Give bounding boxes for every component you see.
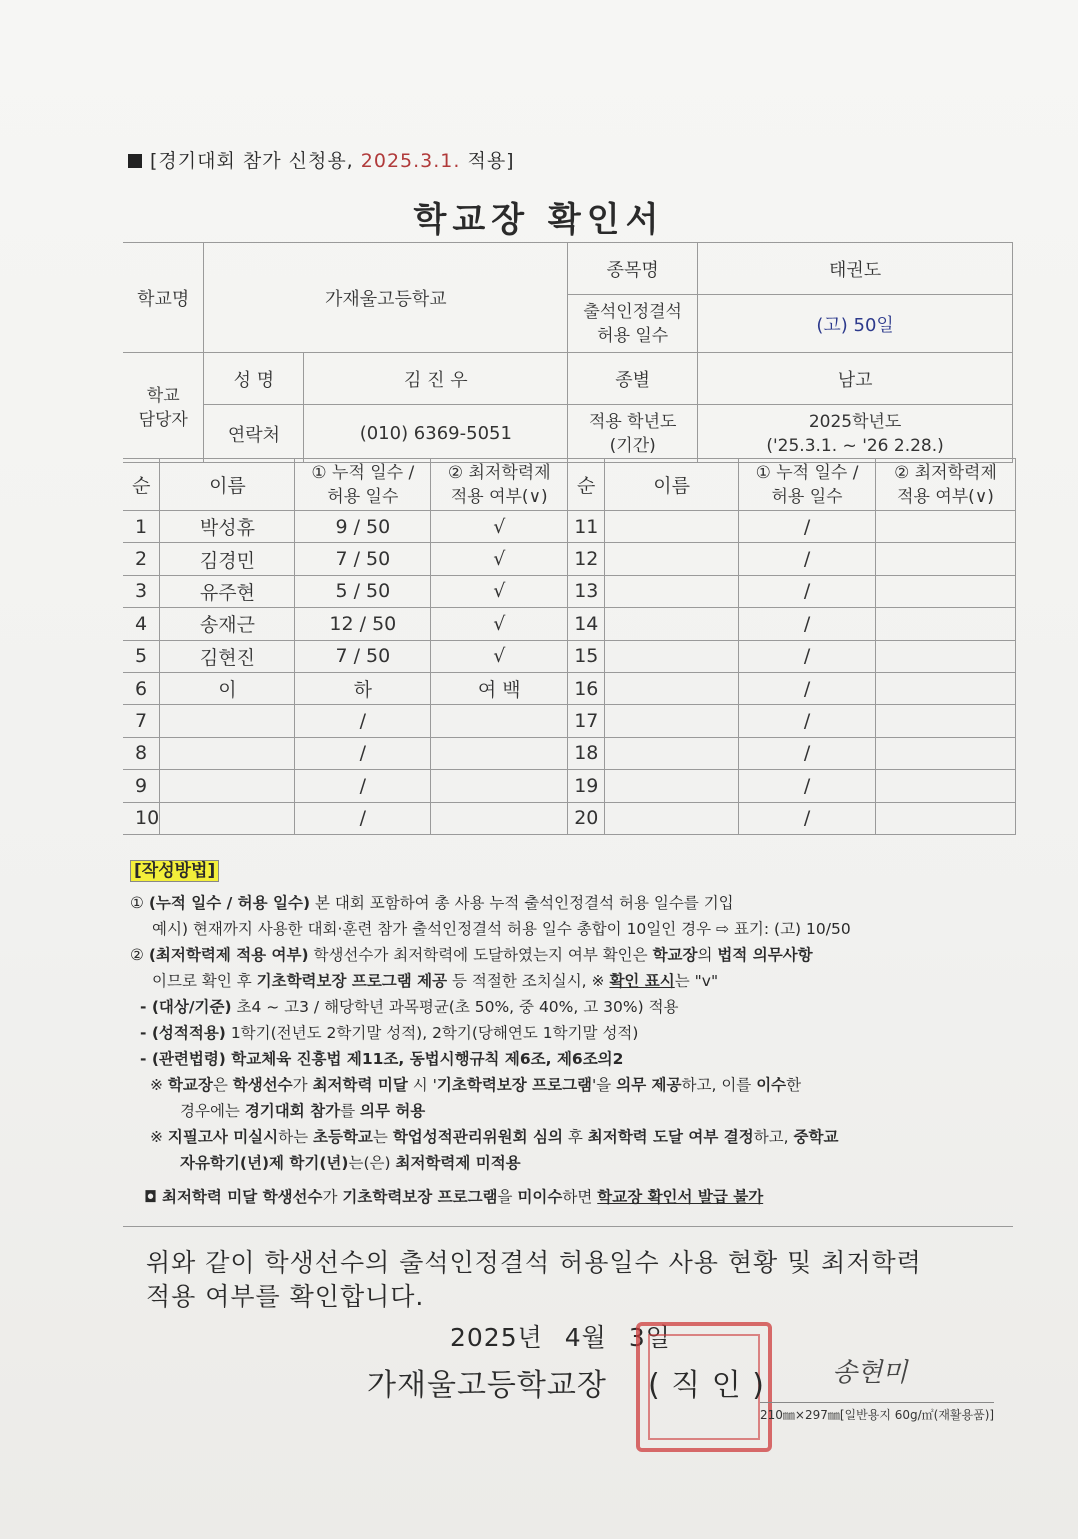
detail-2 [130,1020,1015,1046]
instruction-1-example: 예시) 현재까지 사용한 대회·훈련 참가 출석인정결석 허용 일수 총합이 10일인 경우 ⇨ 표기: (고) 10/50 [152,920,851,938]
header-note [128,146,515,173]
note-1-b4: 기초학력보장 프로그램 [436,1076,593,1094]
row-days-right: / [739,608,876,640]
row-check-right [876,802,1016,834]
note-1-t5: 하고, 이를 [681,1076,757,1094]
instr-2-line2-c: 는 "v" [674,972,719,990]
detail-2-bold: - (성적적용) [140,1024,226,1042]
instr-2-line2-underline: 확인 표시 [609,972,675,990]
instr-1-text: 본 대회 포함하여 총 사용 누적 출석인정결석 허용 일수를 기입 [310,894,734,912]
row-days-right: / [739,543,876,575]
row-check-right [876,543,1016,575]
note-1-t1: 은 [212,1076,233,1094]
row-days: / [295,737,431,769]
row-name [160,802,295,834]
row-days: / [295,705,431,737]
warning-b1: 최저학력 미달 학생선수 [161,1188,323,1206]
row-name [160,705,295,737]
row-num: 10 [123,802,160,834]
confirmation-line2: 적용 여부를 확인합니다. [146,1282,425,1311]
row-days: 9 / 50 [295,511,431,543]
note-2-b1: 지필고사 미실시 [167,1128,279,1146]
warning-t3: 하면 [562,1188,598,1206]
confirmation-line1: 위와 같이 학생선수의 출석인정결석 허용일수 사용 현황 및 최저학력 [146,1248,922,1277]
header-check-right-line2: 적용 여부(∨) [897,486,994,507]
note-2-t2: 는 [372,1128,393,1146]
instruction-2 [130,942,1015,968]
instr-2-text-c: 의 [697,946,718,964]
row-days: 12 / 50 [295,608,431,640]
detail-3-bold: - (관련법령) 학교체육 진흥법 제11조, 동법시행규칙 제6조, 제6조의2 [140,1050,624,1068]
school-value: 가재울고등학교 [204,243,568,353]
warning-icon: ◘ [144,1188,158,1206]
instr-2-line2-bold: 기초학력보장 프로그램 제공 [256,972,448,990]
instr-2-bold-d: 법적 의무사항 [717,946,813,964]
table-row [123,737,1016,769]
header-prefix: [경기대회 참가 신청용, [150,150,354,172]
instructions-heading: [작성방법] [130,860,219,882]
warning-b3: 미이수 [517,1188,563,1206]
row-num-right: 16 [568,672,605,704]
header-num: 순 [123,459,160,511]
row-check-right [876,640,1016,672]
year-label-line1: 적용 학년도 [588,411,677,432]
roster-table [123,458,1016,835]
row-name [160,770,295,802]
row-name-right [605,802,739,834]
instructions [130,858,1015,1210]
header-name: 이름 [160,459,295,511]
warning-line [130,1184,1015,1210]
header-days-right-line2: 허용 일수 [771,486,843,507]
row-days: 7 / 50 [295,640,431,672]
row-num: 5 [123,640,160,672]
row-days-right: / [739,770,876,802]
name-label: 성 명 [204,353,304,405]
row-check-right [876,672,1016,704]
row-days: / [295,770,431,802]
row-days: 5 / 50 [295,575,431,607]
row-name-right [605,608,739,640]
header-days-line1: ① 누적 일수 / [311,462,415,483]
header-check [431,459,568,511]
note-1-t3: 시 ' [407,1076,437,1094]
row-check [431,737,568,769]
table-row [123,672,1016,704]
header-days-right-line1: ① 누적 일수 / [755,462,859,483]
row-name-right [605,737,739,769]
row-days: 7 / 50 [295,543,431,575]
row-check-right [876,770,1016,802]
row-check: √ [431,511,568,543]
instruction-2-line2 [130,968,1015,994]
header-days-right [739,459,876,511]
row-num-right: 14 [568,608,605,640]
note-1-t6: 한 [786,1076,802,1094]
header-date: 2025.3.1. [360,150,461,172]
row-days-right: / [739,672,876,704]
year-label [568,405,698,463]
warning-t1: 가 [322,1188,343,1206]
table-row [123,511,1016,543]
note-1-line2-c: 를 [340,1102,360,1120]
row-check-right [876,575,1016,607]
instr-2-line2-a: 이므로 확인 후 [152,972,257,990]
note-1-b2: 학생선수 [232,1076,293,1094]
row-num: 2 [123,543,160,575]
header-suffix: 적용] [467,150,515,172]
header-check-line2: 적용 여부(∨) [450,486,548,507]
row-name: 박성휴 [160,511,295,543]
square-bullet-icon [128,154,142,168]
note-2-line2-b2: 최저학력제 미적용 [395,1154,521,1172]
row-check [431,705,568,737]
table-row [123,705,1016,737]
row-name-right [605,543,739,575]
note-2-mark: ※ [150,1128,168,1146]
divider [123,1226,1013,1227]
paper-info: 210㎜×297㎜[일반용지 60g/㎡(재활용품)] [760,1402,994,1423]
header-name-right: 이름 [605,459,739,511]
note-1-t2: 가 [292,1076,313,1094]
table-row [123,543,1016,575]
row-name-right [605,575,739,607]
row-check: √ [431,543,568,575]
note-1-b1: 학교장 [167,1076,213,1094]
row-num: 3 [123,575,160,607]
instr-2-bold-b: 학교장 [652,946,698,964]
row-name [160,737,295,769]
note-2-b3: 학업성적관리위원회 심의 [392,1128,563,1146]
row-num: 6 [123,672,160,704]
manager-label [123,353,204,463]
detail-1-bold: - (대상/기준) [140,998,232,1016]
absence-value: (고) 50일 [698,295,1013,353]
warning-b4: 학교장 확인서 발급 불가 [597,1188,764,1206]
header-check-line1: ② 최저학력제 [447,462,551,483]
signature: 송현미 [832,1358,908,1388]
year-label-line2: (기간) [609,435,656,456]
row-days: 하 [295,672,431,704]
table-row [123,608,1016,640]
principal-title: 가재울고등학교장 [367,1368,607,1403]
note-1-b5: 의무 제공 [616,1076,682,1094]
manager-label-line2: 담당자 [138,409,188,430]
note-2-t1: 하는 [278,1128,314,1146]
row-name-right [605,672,739,704]
note-2 [130,1124,1015,1150]
name-value: 김 진 우 [304,353,568,405]
row-num: 9 [123,770,160,802]
note-2-b4: 최저학력 도달 여부 결정 [587,1128,754,1146]
table-row [123,802,1016,834]
note-1 [130,1072,1015,1098]
detail-2-text: 1학기(전년도 2학기말 성적), 2학기(당해연도 1학기말 성적) [225,1024,639,1042]
row-check-right [876,737,1016,769]
table-row [123,575,1016,607]
row-num-right: 15 [568,640,605,672]
instr-2-line2-b: 등 적절한 조치실시, ※ [447,972,610,990]
sport-value: 태권도 [698,243,1013,295]
row-name: 송재근 [160,608,295,640]
warning-b2: 기초학력보장 프로그램 [342,1188,498,1206]
instr-2-num: ② [130,946,144,964]
absence-label-line2: 허용 일수 [597,325,669,346]
year-value-line2: ('25.3.1. ~ '26 2.28.) [766,435,944,456]
note-2-b2: 초등학교 [313,1128,373,1146]
note-1-mark: ※ [150,1076,168,1094]
year-value-line1: 2025학년도 [808,411,902,432]
row-name: 이 [160,672,295,704]
type-value: 남고 [698,353,1013,405]
roster-body [123,511,1016,835]
row-name: 김현진 [160,640,295,672]
row-name: 김경민 [160,543,295,575]
row-days-right: / [739,802,876,834]
row-check: √ [431,608,568,640]
note-1-b3: 최저학력 미달 [312,1076,408,1094]
header-check-right [876,459,1016,511]
absence-label [568,295,698,353]
row-name: 유주현 [160,575,295,607]
roster-header-row [123,459,1016,511]
row-name-right [605,705,739,737]
instr-1-bold: (누적 일수 / 허용 일수) [148,894,311,912]
row-days-right: / [739,511,876,543]
contact-label: 연락처 [204,405,304,463]
row-name-right [605,640,739,672]
detail-1 [130,994,1015,1020]
row-num-right: 19 [568,770,605,802]
seal-mark: ( 직 인 ) [647,1368,765,1403]
year-value [698,405,1013,463]
date-day: 3일 [628,1323,671,1352]
row-name-right [605,511,739,543]
contact-value: (010) 6369-5051 [304,405,568,463]
row-name-right [605,770,739,802]
row-check [431,770,568,802]
row-num-right: 11 [568,511,605,543]
note-2-line2-b1: 자유학기(년)제 학기(년) [180,1154,349,1172]
note-1-b6: 이수 [756,1076,787,1094]
page-title: 학교장 확인서 [413,200,665,240]
note-1-t4: '을 [592,1076,617,1094]
school-label: 학교명 [123,243,204,353]
note-1-line2-a: 경우에는 [180,1102,245,1120]
row-check-right [876,608,1016,640]
row-check-right [876,705,1016,737]
instr-2-bold: (최저학력제 적용 여부) [148,946,309,964]
detail-1-text: 초4 ~ 고3 / 해당학년 과목평균(초 50%, 중 40%, 고 30%) 적용 [231,998,679,1016]
principal-line [367,1360,765,1404]
type-label: 종별 [568,353,698,405]
row-check: √ [431,640,568,672]
row-num-right: 13 [568,575,605,607]
date-year: 2025년 [450,1323,543,1352]
row-days: / [295,802,431,834]
table-row [123,770,1016,802]
note-2-t3: 후 [562,1128,588,1146]
row-check-right [876,511,1016,543]
row-num: 7 [123,705,160,737]
row-days-right: / [739,705,876,737]
note-2-t4: 하고, [753,1128,794,1146]
table-row [123,640,1016,672]
row-days-right: / [739,640,876,672]
header-days [295,459,431,511]
date-month: 4월 [564,1323,607,1352]
info-table [123,242,1013,463]
note-1-line2-b: 경기대회 참가 [244,1102,341,1120]
row-num-right: 20 [568,802,605,834]
row-days-right: / [739,575,876,607]
instruction-1 [130,890,1015,916]
header-num-right: 순 [568,459,605,511]
row-check [431,802,568,834]
instr-1-num: ① [130,894,144,912]
sport-label: 종목명 [568,243,698,295]
row-num: 4 [123,608,160,640]
manager-label-line1: 학교 [146,385,180,406]
note-2-line2 [130,1150,1015,1176]
instr-2-text-a: 학생선수가 최저학력에 도달하였는지 여부 확인은 [308,946,653,964]
header-days-line2: 허용 일수 [327,486,399,507]
row-num: 8 [123,737,160,769]
note-2-line2-t1: 는(은) [348,1154,396,1172]
note-2-b5: 중학교 [793,1128,839,1146]
row-num-right: 12 [568,543,605,575]
row-check: 여 백 [431,672,568,704]
detail-3 [130,1046,1015,1072]
row-check: √ [431,575,568,607]
note-1-line2-d: 의무 허용 [359,1102,426,1120]
row-num: 1 [123,511,160,543]
row-num-right: 18 [568,737,605,769]
note-1-line2 [130,1098,1015,1124]
absence-label-line1: 출석인정결석 [583,301,682,322]
warning-t2: 을 [497,1188,518,1206]
confirmation-text [146,1246,922,1314]
row-num-right: 17 [568,705,605,737]
header-check-right-line1: ② 최저학력제 [894,462,997,483]
row-days-right: / [739,737,876,769]
